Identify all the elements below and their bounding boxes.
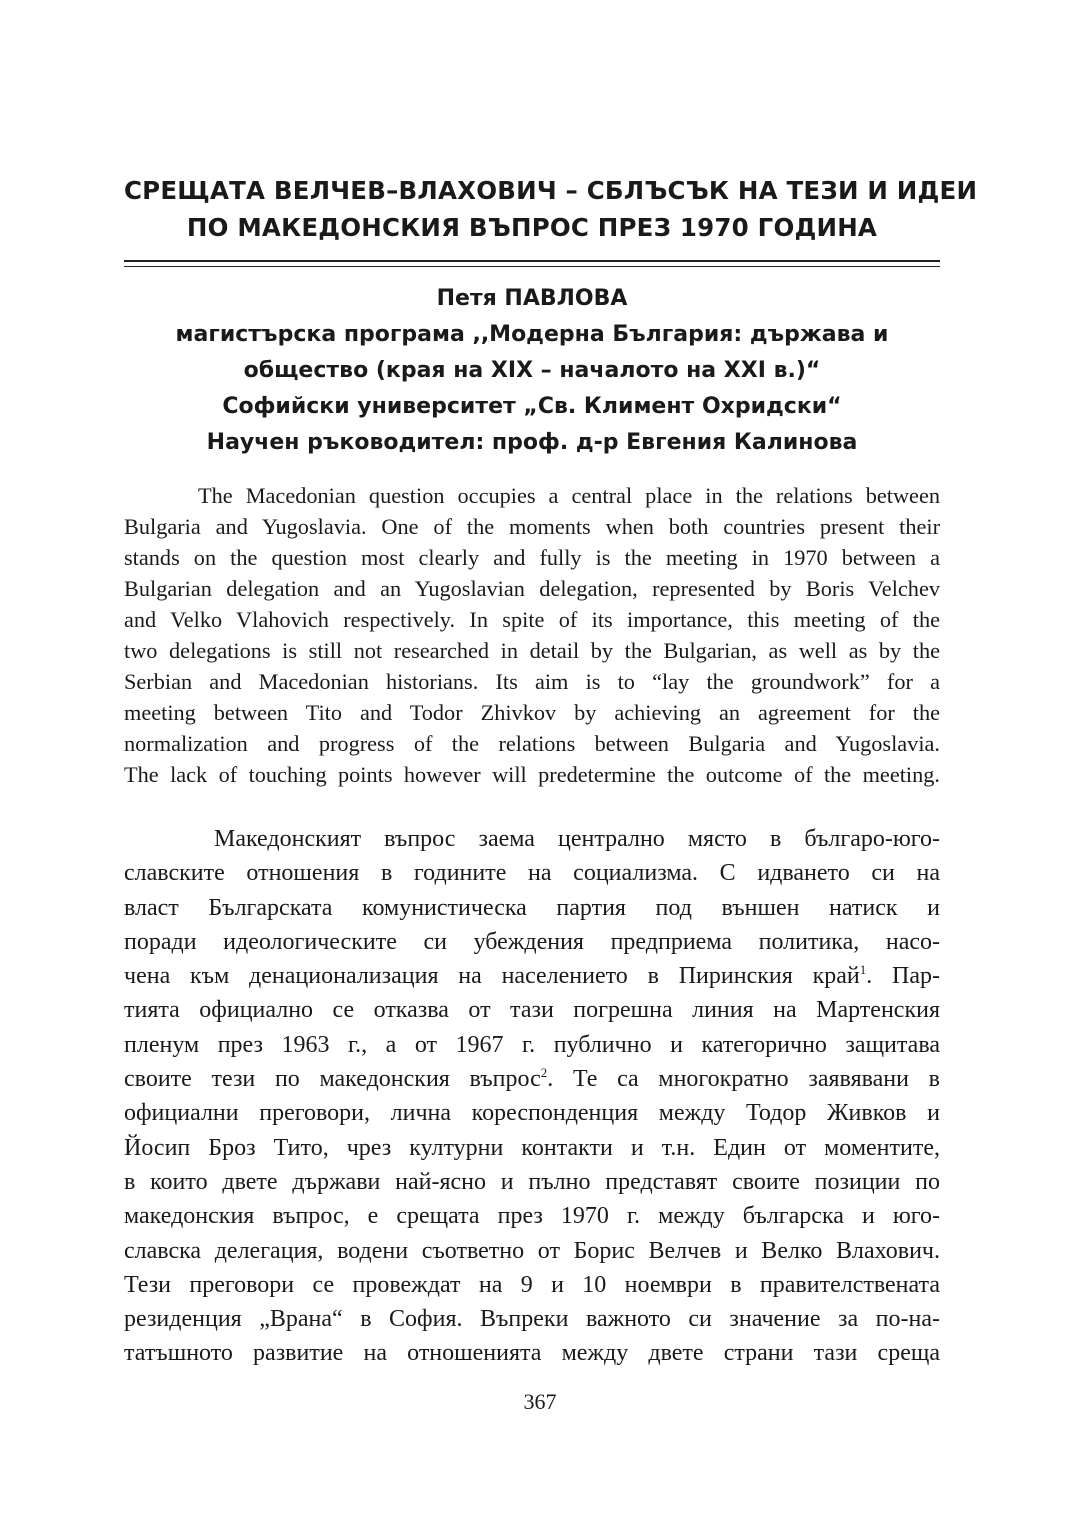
body-line [124,1062,940,1096]
body-line-text: . Пар- [866,963,941,990]
body-line-text: чена към денационализация на населението в Пиринския край [124,963,860,990]
body-line: македонския въпрос, е срещата през 1970 г. между българска и юго- [124,1203,940,1230]
footnote-marker-2[interactable]: 2 [540,1065,548,1081]
article-title [124,172,978,246]
title-divider-thick [124,260,940,262]
abstract-line: meeting between Tito and Todor Zhivkov by achieving an agreement for the [124,700,940,725]
body-line: пленум през 1963 г., а от 1967 г. публично и категорично защитава [124,1031,940,1058]
body-line: славска делегация, водени съответно от Борис Велчев и Велко Влахович. [124,1237,940,1264]
body-line: тията официално се отказва от тази погрешна линия на Мартенския [124,997,940,1024]
article-title-line-2: ПО МАКЕДОНСКИЯ ВЪПРОС ПРЕЗ 1970 ГОДИНА [186,213,878,242]
abstract-line: The lack of touching points however will predetermine the outcome of the meeting. [124,762,940,787]
abstract-line: stands on the question most clearly and fully is the meeting in 1970 between a [124,545,940,570]
abstract-line: The Macedonian question occupies a central place in the relations between [198,483,940,508]
body-line: Йосип Броз Тито, чрез културни контакти и т.н. Един от моментите, [124,1134,940,1161]
abstract-line: Bulgaria and Yugoslavia. One of the moments when both countries present their [124,514,940,539]
body-line: Македонският въпрос заема централно място в българо-юго- [214,826,940,852]
article-title-line-1: СРЕЩАТА ВЕЛЧЕВ–ВЛАХОВИЧ – СБЛЪСЪК НА ТЕЗИ И ИДЕИ [124,176,978,205]
abstract-line: two delegations is still not researched in detail by the Bulgarian, as well as by the [124,638,940,663]
body-paragraph [124,822,940,1371]
body-line-text: . Те са многократно заявявани в [547,1066,940,1093]
author-block [124,281,940,461]
body-line-text: своите тези по македонския въпрос [124,1066,541,1093]
abstract-line: Serbian and Macedonian historians. Its aim is to “lay the groundwork” for a [124,669,940,694]
title-divider-thin [124,266,940,267]
body-line: татъшното развитие на отношенията между двете страни тази среща [124,1340,940,1367]
author-program-line-1: магистърска програма ,,Модерна България: държава и [175,322,889,347]
abstract-line: and Velko Vlahovich respectively. In spite of its importance, this meeting of the [124,607,940,632]
body-line: власт Българската комунистическа партия под външен натиск и [124,894,940,921]
body-line: резиденция „Врана“ в София. Въпреки важното си значение за по-на- [124,1306,940,1333]
body-line: поради идеологическите си убеждения предприема политика, насо- [124,928,940,955]
page-number: 367 [523,1389,557,1414]
body-line [124,959,940,993]
body-line: Тези преговори се провеждат на 9 и 10 ноември в правителствената [124,1271,940,1298]
author-supervisor: Научен ръководител: проф. д-р Евгения Калинова [206,430,858,455]
author-university: Софийски университет „Св. Климент Охридски“ [222,394,842,419]
abstract-line: normalization and progress of the relations between Bulgaria and Yugoslavia. [124,731,940,756]
body-line: официални преговори, лична кореспонденция между Тодор Живков и [124,1100,940,1127]
body-line: славските отношения в годините на социализма. С идването си на [124,860,940,887]
footnote-marker-1[interactable]: 1 [859,962,867,978]
author-program-line-2: общество (края на XIX – началото на XXI в.)“ [243,358,821,383]
abstract [124,480,940,790]
body-line: в които двете държави най-ясно и пълно представят своите позиции по [124,1168,940,1195]
author-name: Петя ПАВЛОВА [436,286,628,311]
abstract-line: Bulgarian delegation and an Yugoslavian delegation, represented by Boris Velchev [124,576,940,601]
